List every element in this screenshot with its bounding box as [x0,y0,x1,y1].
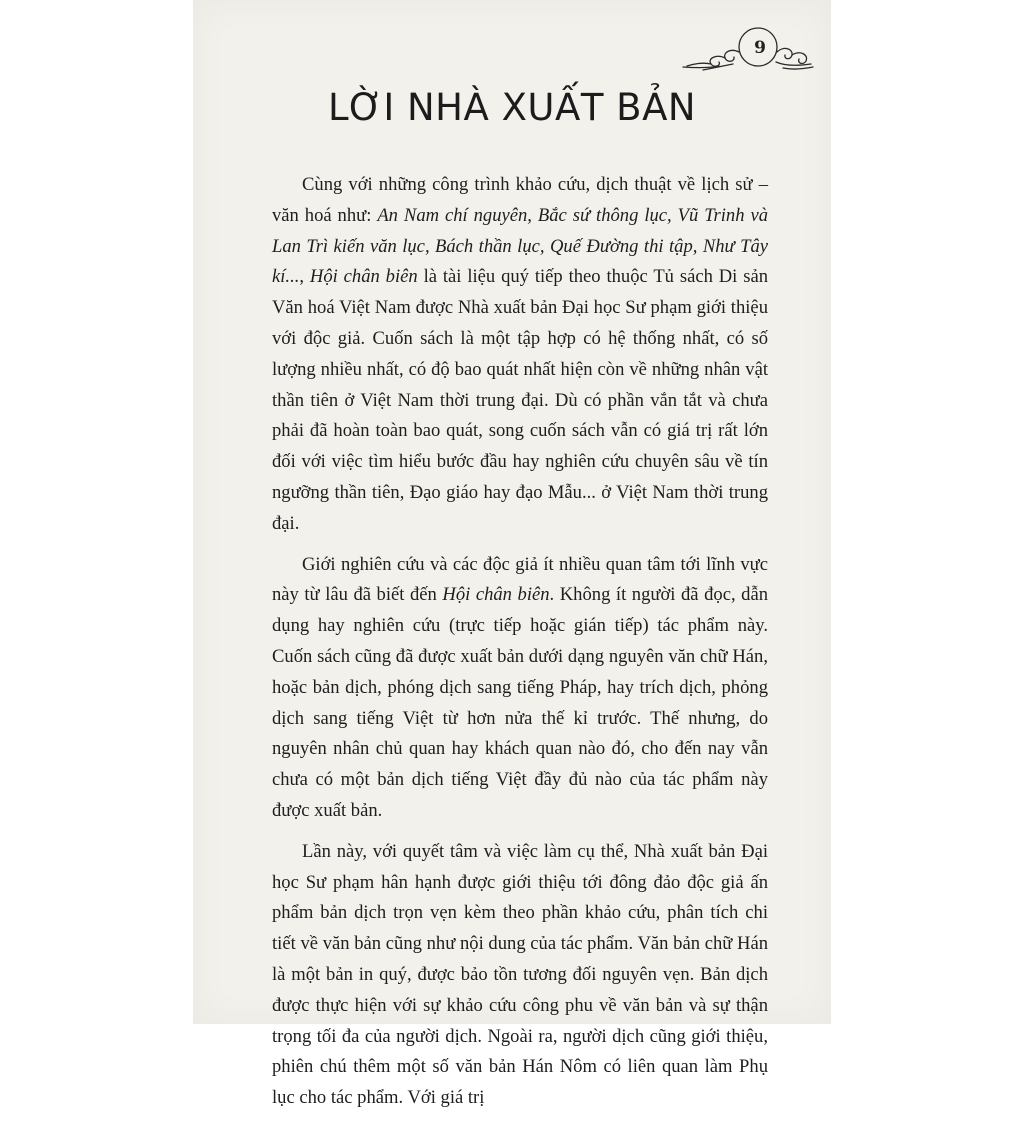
book-page [193,0,831,1109]
italic-title-text: An Nam chí nguyên, Bắc sứ thông lục, Vũ Trinh và Lan Trì kiến văn lục, Bách thần lục, Quế Đường thi tập, Như Tây kí... [272,204,768,288]
page-number: 9 [754,38,766,58]
paragraph [272,170,768,540]
paragraph [272,550,768,827]
paragraph-text: Giới nghiên cứu và các độc giả ít nhiều quan tâm tới lĩnh vực này từ lâu đã biết đến [272,553,768,606]
paragraph-text: , [299,266,310,288]
paragraph-text: . Không ít người đã đọc, dẫn dụng hay nghiên cứu (trực tiếp hoặc gián tiếp) tác phẩm này. Cuốn sách cũng đã được xuất bản dưới dạng nguyên văn chữ Hán, hoặc bản dịch, phóng dịch sang tiếng Pháp, hay trích dịch, phỏng dịch sang tiếng Việt từ hơn nửa thế kỉ trước. Thế nhưng, do nguyên nhân chủ quan hay khách quan nào đó, cho đến nay vẫn chưa có một bản dịch tiếng Việt đầy đủ nào của tác phẩm này được xuất bản. [272,584,768,821]
paragraph-text: là tài liệu quý tiếp theo thuộc Tủ sách Di sản Văn hoá Việt Nam được Nhà xuất bản Đại học Sư phạm giới thiệu với độc giả. Cuốn sách là một tập hợp có hệ thống nhất, có số lượng nhiều nhất, có độ bao quát nhất hiện còn về những nhân vật thần tiên ở Việt Nam thời trung đại. Dù có phần vắn tắt và chưa phải đã hoàn toàn bao quát, song cuốn sách vẫn có giá trị rất lớn đối với việc tìm hiểu bước đầu hay nghiên cứu chuyên sâu về tín ngưỡng thần tiên, Đạo giáo hay đạo Mẫu... ở Việt Nam thời trung đại. [272,266,769,534]
paragraph [272,837,768,1114]
paragraph-text: Lần này, với quyết tâm và việc làm cụ thể, Nhà xuất bản Đại học Sư phạm hân hạnh được giới thiệu tới đông đảo độc giả ấn phẩm bản dịch trọn vẹn kèm theo phần khảo cứu, phân tích chi tiết về văn bản cũng như nội dung của tác phẩm. Văn bản chữ Hán là một bản in quý, được bảo tồn tương đối nguyên vẹn. Bản dịch được thực hiện với sự khảo cứu công phu về văn bản và sự thận trọng tối đa của người dịch. Ngoài ra, người dịch cũng giới thiệu, phiên chú thêm một số văn bản Hán Nôm có liên quan làm Phụ lục cho tác phẩm. Với giá trị [272,840,768,1109]
paragraph-text: Cùng với những công trình khảo cứu, dịch thuật về lịch sử – văn hoá như: [272,174,768,226]
page-title: LỜI NHÀ XUẤT BẢN [327,86,697,129]
body-text [272,170,768,1124]
italic-title-text: Hội chân biên [309,266,418,288]
italic-title-text: Hội chân biên [442,584,550,606]
